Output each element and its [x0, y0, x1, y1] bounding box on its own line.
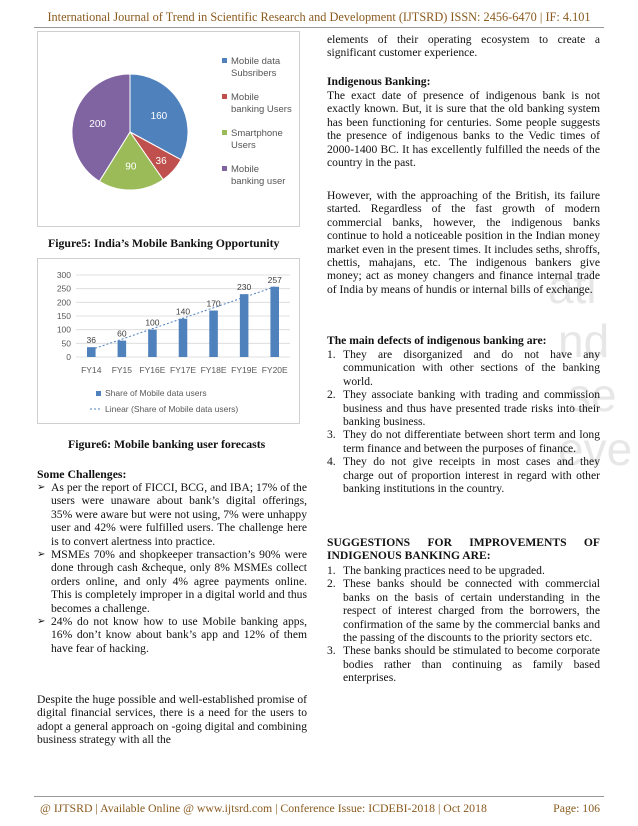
list-number: 2.: [327, 388, 336, 402]
list-number: 2.: [327, 577, 336, 591]
watermark-line: ati: [548, 261, 597, 313]
indigenous-heading: Indigenous Banking:: [327, 75, 431, 88]
bar: [270, 287, 279, 357]
defects-heading: The main defects of indigenous banking are:: [327, 334, 547, 347]
journal-header: International Journal of Trend in Scientific Research and Development (IJTSRD) ISSN: 2456-6470 | IF: 4.101: [47, 10, 591, 24]
list-item-text: MSMEs 70% and shopkeeper transaction’s 90% were done through cash &cheque, only 8% MSMEs collect orders online, and only 4% agree payments online. This is completely improper in a digital world and thus becomes a challenge.: [51, 548, 307, 615]
pie-data-label: 200: [89, 118, 106, 130]
bar-data-label: 170: [206, 298, 221, 309]
x-tick-label: FY19E: [231, 365, 258, 375]
footer-text: @ IJTSRD | Available Online @ www.ijtsrd.com | Conference Issue: ICDEBI-2018 | Oct 2018: [40, 801, 487, 815]
legend-swatch: [222, 94, 227, 99]
x-tick-label: FY16E: [139, 365, 166, 375]
bar: [148, 330, 157, 357]
list-number: 1.: [327, 348, 336, 361]
y-tick-label: 200: [56, 297, 71, 308]
list-item: [327, 428, 600, 455]
list-item-text: The banking practices need to be upgraded.: [343, 564, 545, 577]
watermark-line: eve: [558, 423, 633, 475]
suggestions-list: [327, 564, 600, 685]
list-item-text: They are disorganized and do not have any communication with other sections of the banking world.: [343, 348, 600, 388]
figure6-caption: Figure6: Mobile banking user forecasts: [68, 437, 266, 451]
bar-data-label: 230: [237, 282, 252, 293]
legend-label: banking user: [231, 176, 286, 187]
legend-label: Mobile: [231, 92, 259, 103]
pie-data-label: 90: [125, 161, 137, 173]
list-number: 3.: [327, 644, 336, 658]
legend-label: Mobile data: [231, 56, 281, 67]
list-number: 4.: [327, 455, 336, 469]
suggestions-heading: SUGGESTIONS FOR IMPROVEMENTS OF INDIGENOUS BANKING ARE:: [327, 536, 600, 563]
watermark-line: nd: [558, 315, 610, 367]
list-item-text: As per the report of FICCI, BCG, and IBA; 17% of the users were unaware about bank’s digital offerings, 35% were aware but were not using, 7% were unhappy user and 42% were fulfilled users. The challenge here is to convert alertness into practice.: [51, 481, 307, 548]
list-item-text: These banks should be stimulated to become corporate bodies rather than continuing as family based enterprises.: [343, 644, 600, 685]
list-item: [37, 548, 307, 615]
bar-data-label: 60: [117, 328, 127, 339]
bar: [240, 294, 249, 357]
indigenous-paragraph-2: However, with the approaching of the British, its failure started. Regardless of the fast growth of modern commercial banks, however, the indigenous banks continue to hold a noticeable position in the Indian money market even in the present times. It includes seths, shroffs, chettis, mahajans, etc. The indigenous bankers give money; act as money changers and finance internal trade of India by means of hundis or internal bills of exchange.: [327, 189, 600, 296]
challenges-list: [37, 481, 307, 655]
figure5-frame: [37, 31, 300, 227]
bar: [179, 319, 188, 357]
y-tick-label: 100: [56, 324, 71, 335]
list-number: 1.: [327, 564, 336, 577]
bar-data-label: 36: [86, 335, 97, 346]
watermark-line: se: [568, 369, 617, 421]
y-tick-label: 50: [61, 338, 71, 349]
list-item: [327, 348, 600, 388]
pie-chart: [38, 32, 299, 226]
list-item-text: 24% do not know how to use Mobile banking apps, 16% don’t know about bank’s app and 12% of them have fear of hacking.: [51, 615, 307, 655]
bar: [118, 341, 127, 357]
legend-swatch: [222, 130, 227, 135]
list-item: [327, 577, 600, 644]
indigenous-paragraph-1: The exact date of presence of indigenous bank is not exactly known. But, it is sure that the old banking system has been functioning for centuries. Some people suggests the presence of indigenous banks to the Vedic times of 2000-1400 BC. It has excellently fulfilled the needs of the country in the past.: [327, 89, 600, 170]
legend-swatch: [222, 58, 227, 63]
list-item: [37, 481, 307, 548]
footer: [40, 801, 600, 816]
x-tick-label: FY20E: [261, 365, 288, 375]
legend-swatch: [96, 391, 101, 396]
x-tick-label: FY15: [111, 365, 133, 375]
bar-chart: [38, 259, 299, 423]
legend-label: banking Users: [231, 104, 292, 115]
x-tick-label: FY17E: [170, 365, 196, 375]
y-tick-label: 0: [66, 352, 71, 362]
list-item-text: These banks should be connected with commercial banks on the basis of certain understanding in the respect of interest charged from the borrowers, the confirmation of the same by the commercial banks and the passing of the discounts to the priority sectors etc.: [343, 577, 600, 645]
list-item: [327, 455, 600, 495]
bar: [87, 347, 96, 357]
list-item-text: They do not differentiate between short term and long term finance and between the purposes of finance.: [343, 428, 600, 455]
arrow-bullet-icon: ➢: [37, 482, 46, 493]
legend-label: Linear (Share of Mobile data users): [105, 404, 239, 414]
challenges-heading: Some Challenges:: [37, 467, 127, 481]
bar-data-label: 100: [145, 317, 160, 328]
page-number: Page: 106: [553, 801, 600, 815]
footer-rule: [34, 796, 604, 797]
y-tick-label: 250: [56, 283, 71, 294]
legend-label: Subsribers: [231, 68, 277, 79]
list-item: [37, 615, 307, 655]
intro-paragraph: elements of their operating ecosystem to create a significant customer experience.: [327, 33, 600, 60]
y-tick-label: 150: [56, 311, 71, 321]
figure5-caption: Figure5: India’s Mobile Banking Opportunity: [48, 236, 280, 250]
list-item: [327, 388, 600, 428]
legend-swatch: [222, 166, 227, 171]
list-item: [327, 564, 600, 577]
y-tick-label: 300: [56, 270, 71, 280]
arrow-bullet-icon: ➢: [37, 549, 46, 561]
legend-label: Share of Mobile data users: [105, 388, 207, 398]
list-item-text: They do not give receipts in most cases and they charge out of proportion interest in regard with other banking institutions in the country.: [343, 455, 600, 496]
closing-paragraph: Despite the huge possible and well-established promise of digital financial services, there is a need for the users to adopt a general approach on -going digital and combining business strategy with all the: [37, 693, 307, 747]
legend-label: Smartphone: [231, 128, 283, 139]
list-number: 3.: [327, 428, 336, 442]
arrow-bullet-icon: ➢: [37, 616, 46, 628]
header-rule: [34, 27, 604, 28]
pie-data-label: 36: [155, 155, 167, 167]
bar-data-label: 140: [175, 306, 191, 317]
pie-data-label: 160: [150, 110, 168, 122]
figure6-frame: [37, 258, 300, 424]
defects-list: [327, 348, 600, 495]
bar-data-label: 257: [267, 274, 282, 285]
x-tick-label: FY14: [81, 365, 102, 375]
bar: [209, 311, 218, 357]
x-tick-label: FY18E: [200, 365, 227, 375]
legend-label: Users: [231, 140, 256, 151]
legend-label: Mobile: [231, 164, 259, 175]
list-item-text: They associate banking with trading and commission business and thus have presented trade risks into their banking business.: [343, 388, 600, 429]
list-item: [327, 644, 600, 684]
